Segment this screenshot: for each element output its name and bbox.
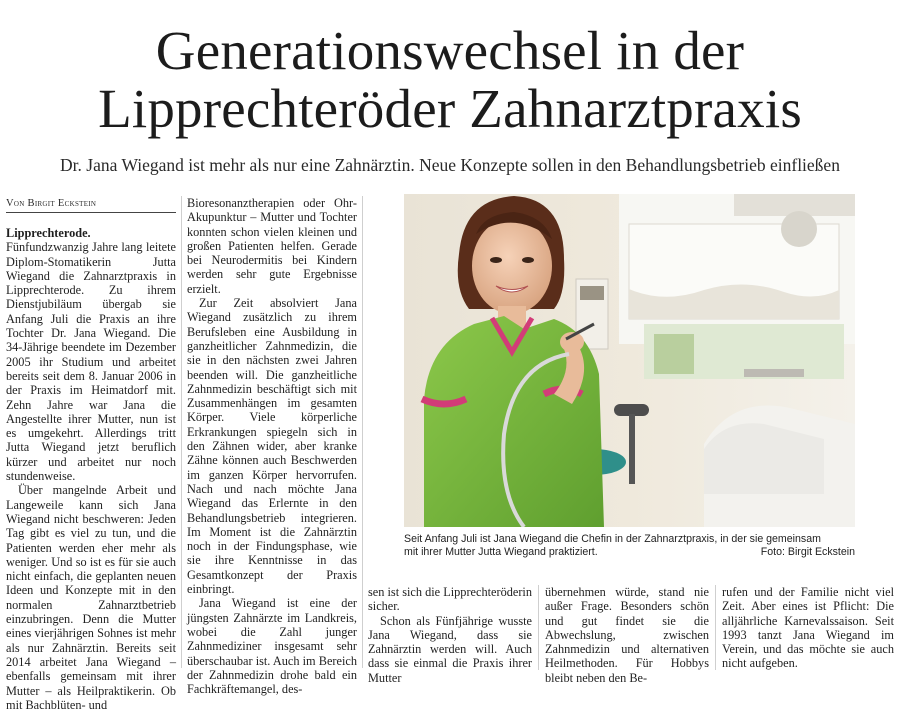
- column-divider: [715, 585, 716, 670]
- byline: Von Birgit Eckstein: [6, 198, 176, 213]
- paragraph: übernehmen würde, stand nie außer Frage. Besonders schön und gut findet sie die Abwechslung, zwischen Zahnmedizin und alternativen Heilmethoden. Für Hobbys bleibt neben den Be-: [545, 585, 709, 685]
- photo-credit: Foto: Birgit Eckstein: [760, 546, 855, 558]
- paragraph: rufen und der Familie nicht viel Zeit. Aber eines ist Pflicht: Die alljährliche Karnevalssaison. Seit 1993 tanzt Jana Wiegand im Verein, und das möchte sie auch nicht aufgeben.: [722, 585, 894, 671]
- caption-line-1: Seit Anfang Juli ist Jana Wiegand die Chefin in der Zahnarztpraxis, in der sie gemeinsam: [404, 533, 821, 545]
- paragraph: sen ist sich die Lipprechteröderin sicher.: [368, 585, 532, 614]
- column-divider: [181, 196, 182, 668]
- column-divider: [362, 196, 363, 668]
- paragraph: Bioresonanztherapien oder Ohr-Akupunktur – Mutter und Tochter konnten schon vielen kleinen und großen Patienten helfen. Gerade bei Neurodermitis bei Kindern werden sehr gute Ergebnisse erzielt.: [187, 196, 357, 296]
- headline: [0, 22, 900, 138]
- dentist-portrait-photo: [404, 194, 855, 527]
- caption-line-2: mit ihrer Mutter Jutta Wiegand praktiziert.: [404, 546, 598, 558]
- dateline: Lipprechterode.: [6, 226, 91, 240]
- headline-line-2: Lipprechteröder Zahnarztpraxis: [98, 78, 802, 139]
- paragraph: Schon als Fünfjährige wusste Jana Wiegand, dass sie Zahnärztin werden will. Auch dass sie einmal die Praxis ihrer Mutter: [368, 613, 532, 685]
- paragraph: Jana Wiegand ist eine der jüngsten Zahnärzte im Landkreis, wobei die Zahl junger Zahnmediziner insgesamt sehr überschaubar ist. Auch im Bereich der Zahnmedizin drohe bald ein Fachkräftemangel, des-: [187, 596, 357, 697]
- paragraph: Über mangelnde Arbeit und Langeweile kann sich Jana Wiegand nicht beschweren: Jeden Tag gibt es viel zu tun, und die Patienten werden eher mehr als weniger. Und so ist es für sie auch nicht einfach, die geplanten neuen Ideen und Konzepte mit in den normalen Zahnarztbetrieb einzubringen. Denn die Mutter eines vierjährigen Sohnes ist mehr als nur Zahnärztin. Bereits seit 2014 arbeitet Jana Wiegand – ebenfalls gemeinsam mit ihrer Mutter – als Heilpraktikerin. Ob mit Bachblüten- und: [6, 483, 176, 712]
- article-column-3: [368, 585, 532, 685]
- article-column-1: [6, 226, 176, 712]
- photo-illustration: [404, 194, 855, 527]
- paragraph: Lipprechterode. Fünfundzwanzig Jahre lang leitete Diplom-Stomatikerin Jutta Wiegand die Zahnarztpraxis in Lipprechterode. Zu ihrem Dienstjubiläum übergab sie Anfang Juli die Praxis an ihre Tochter Dr. Jana Wiegand. Die 34-Jährige beendete im Dezember 2005 ihr Studium und arbeitet bereits seit dem 8. Januar 2006 in der Praxis im Heimatdorf mit. Zehn Jahre war Jana die Angestellte ihrer Mutter, nun ist es umgekehrt. Allerdings tritt Jutta Wiegand jetzt beruflich kürzer und arbeitet nur noch stundenweise.: [6, 226, 176, 484]
- subheadline: Dr. Jana Wiegand ist mehr als nur eine Zahnärztin. Neue Konzepte sollen in den Behandlungsbetrieb einfließen: [60, 155, 840, 175]
- headline-line-1: Generationswechsel in der: [155, 20, 745, 81]
- paragraph: Zur Zeit absolviert Jana Wiegand zusätzlich zu ihrem Berufsleben eine Ausbildung in ganzheitlicher Zahnmedizin, die sie in den nächsten zwei Jahren beenden will. Die ganzheitliche Zahnmedizin beschäftigt sich mit Zusammenhängen im gesamten Körper. Viele körperliche Erkrankungen spiegeln sich in den Zähnen wider, aber kranke Zähne können auch Beschwerden im ganzen Körper hervorrufen. Nach und nach möchte Jana Wiegand das Erlernte in den Behandlungsbetrieb integrieren. Im Moment ist die Zahnärztin noch in der Findungsphase, wie sie ihre Kenntnisse in das Gesamtkonzept der Praxis einbringt.: [187, 296, 357, 597]
- article-column-4: [545, 585, 709, 685]
- article-column-5: [722, 585, 894, 671]
- photo-caption: [404, 533, 855, 559]
- article-column-2: [187, 196, 357, 696]
- column-divider: [538, 585, 539, 670]
